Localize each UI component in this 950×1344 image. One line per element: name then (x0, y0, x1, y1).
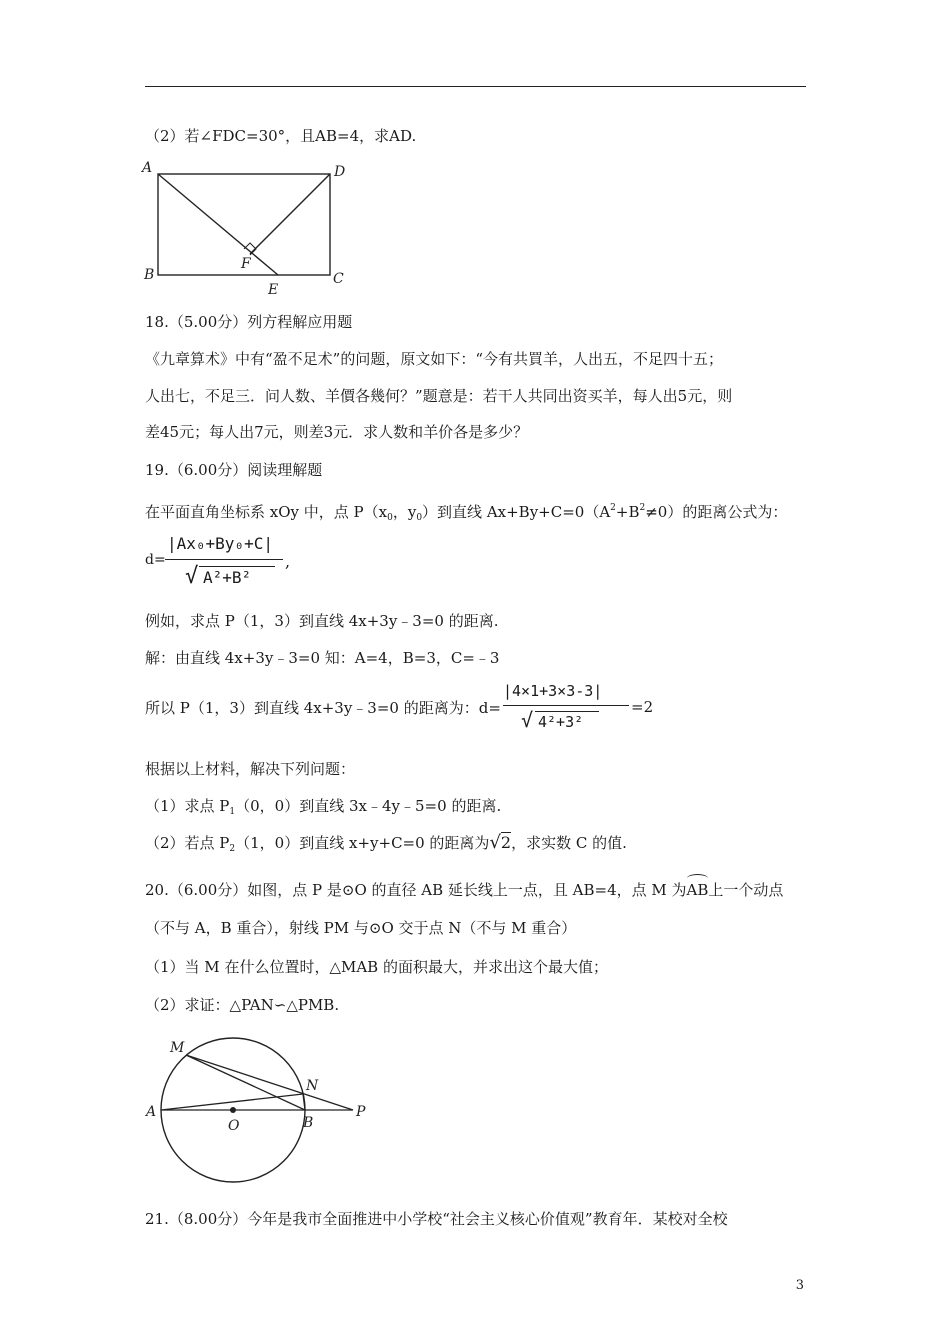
label-P: P (356, 1104, 366, 1120)
page-number: 3 (795, 1278, 804, 1293)
q19-part2: （2）若点 $P_2(1$，0）到直线 x+y+C=0 的距离为√2，求实数 C 的值. (145, 832, 627, 854)
label-C: C (333, 271, 344, 287)
q20-line1: 20.（6.00分）如图，点 P 是⊙O 的直径 AB 延长线上一点，且 AB=4，点 M 为AB上一个动点 (145, 881, 784, 899)
q17-part2: （2）若∠FDC=30°，且AB=4，求AD. (145, 127, 417, 145)
q18-line3: 差45元；每人出7元，则差3元．求人数和羊价各是多少？ (145, 423, 529, 441)
q18-line1: 《九章算术》中有“盈不足术”的问题，原文如下：“今有共買羊，人出五，不足四十五； (145, 350, 724, 368)
label-M: M (170, 1040, 185, 1056)
label-B2: B (303, 1115, 314, 1131)
label-E: E (268, 282, 279, 298)
q19-example: 例如，求点 P（1，3）到直线 4x+3y﹣3=0 的距离. (145, 612, 499, 630)
label-B: B (144, 267, 155, 283)
label-A2: A (146, 1104, 157, 1120)
q21-line1: 21.（8.00分）今年是我市全面推进中小学校“社会主义核心价值观”教育年．某校对全校 (145, 1210, 728, 1228)
label-A: A (142, 160, 153, 176)
q19-result-line: 所以 P（1，3）到直线 4x+3y﹣3=0 的距离为：d= (145, 699, 501, 717)
formula-denominator: A²+B² (203, 568, 252, 587)
q19-basis: 根据以上材料，解决下列问题： (145, 760, 356, 778)
q20-part2: （2）求证：△PAN∽△PMB. (145, 996, 340, 1014)
q19-part1: （1）求点 $P_1(0$，0）到直线 3x﹣4y﹣5=0 的距离. (145, 797, 502, 817)
header-rule (145, 86, 806, 87)
rectangle-figure (140, 158, 360, 298)
circle-figure (140, 1030, 380, 1190)
label-N: N (306, 1078, 319, 1094)
q20-line2: （不与 A，B 重合），射线 PM 与⊙O 交于点 N（不与 M 重合） (145, 919, 577, 937)
label-D: D (334, 164, 346, 180)
q20-part1: （1）当 M 在什么位置时，△MAB 的面积最大，并求出这个最大值； (145, 958, 608, 976)
label-O: O (228, 1118, 240, 1134)
formula-numerator: |Ax₀+By₀+C| (167, 534, 273, 553)
q19-heading: 19.（6.00分）阅读理解题 (145, 461, 323, 479)
q19-solution: 解：由直线 4x+3y﹣3=0 知：A=4，B=3，C=﹣3 (145, 649, 500, 667)
q18-heading: 18.（5.00分）列方程解应用题 (145, 313, 353, 331)
arc-AB: AB (686, 881, 709, 899)
q19-intro: 在平面直角坐标系 xOy 中，点 $P(x_0$，$y_0$）到直线 $Ax+By+C=0(A^2+B^2\ne 0)$的距离公式为： (145, 503, 788, 523)
q18-line2: 人出七，不足三．问人数、羊價各幾何？”题意是：若干人共同出资买羊，每人出5元，则 (145, 387, 733, 405)
label-F: F (241, 256, 251, 272)
